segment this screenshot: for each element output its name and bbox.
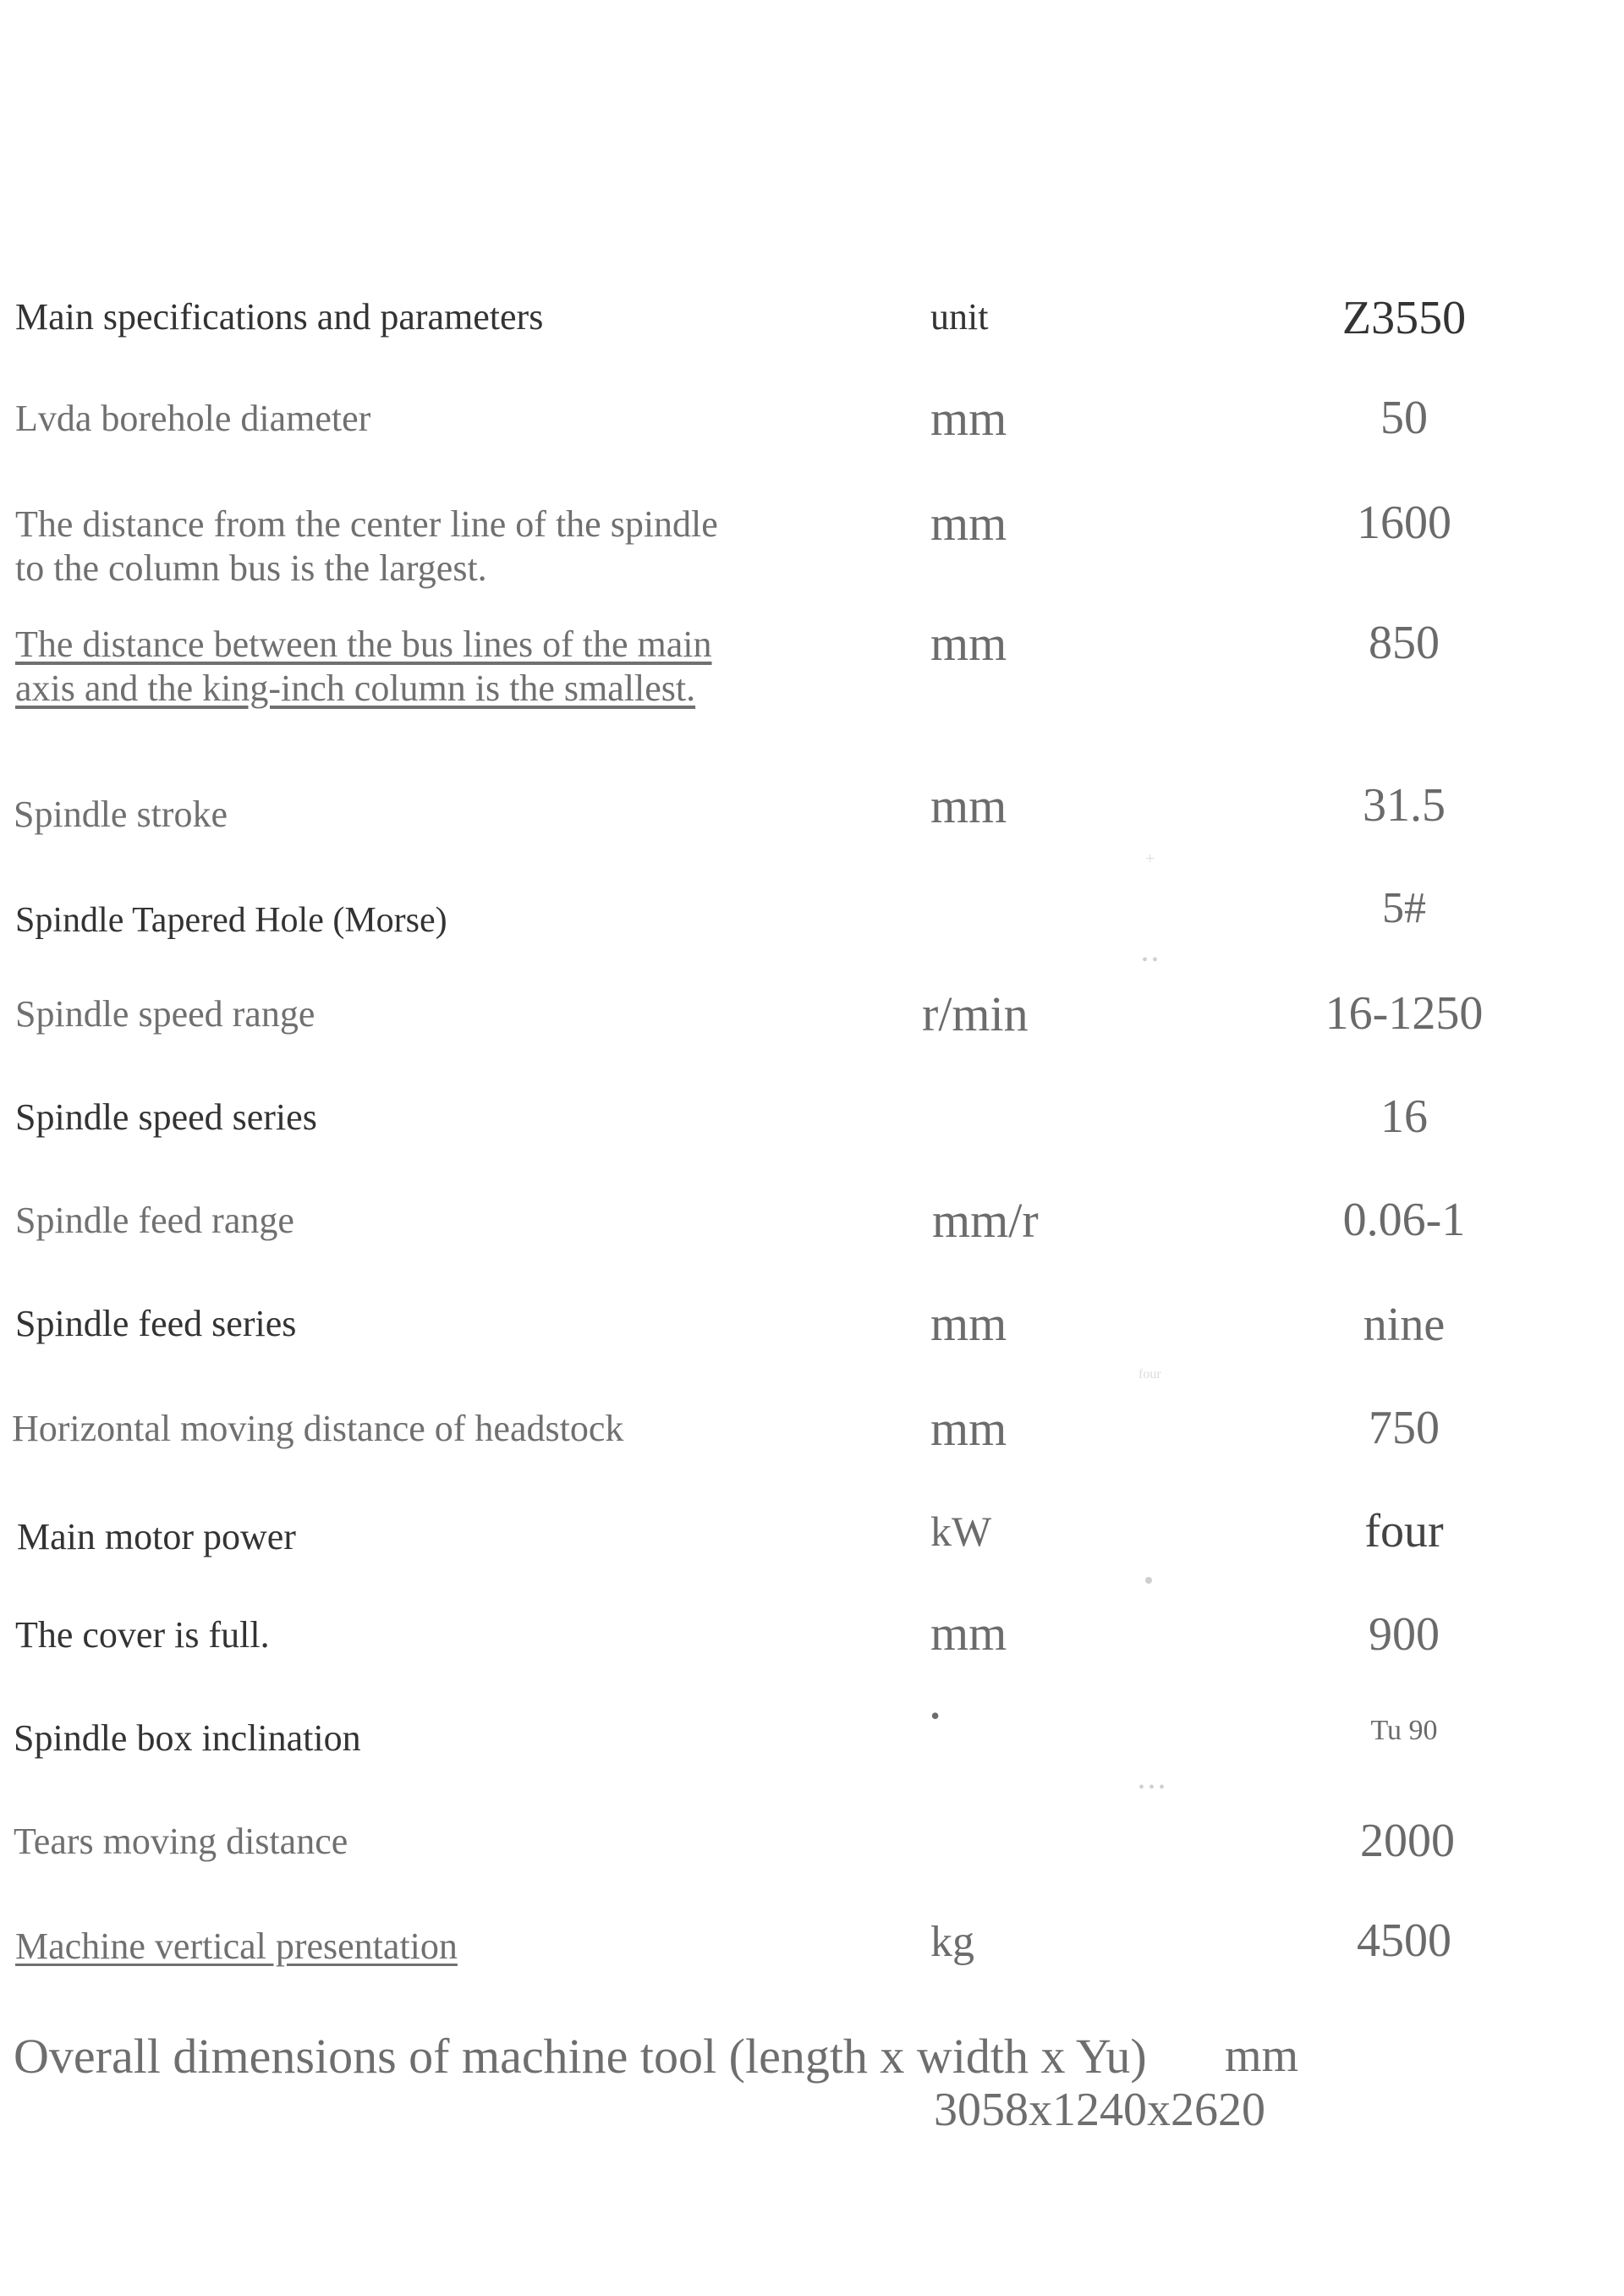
spec-unit: kg xyxy=(930,1918,974,1966)
spec-label: Spindle stroke xyxy=(14,794,228,835)
faint-mark: • • • xyxy=(1138,1778,1166,1797)
faint-mark: + xyxy=(1145,849,1155,868)
spec-label: The distance between the bus lines of the main axis and the king-inch column is the smallest. xyxy=(15,623,712,709)
spec-unit: mm/r xyxy=(932,1193,1039,1248)
spec-unit: mm xyxy=(930,391,1007,446)
spec-label: Main motor power xyxy=(17,1516,296,1557)
spec-label: The cover is full. xyxy=(15,1614,270,1656)
footer-label: Overall dimensions of machine tool (length x width x Yu) xyxy=(14,2029,1147,2084)
spec-label: Horizontal moving distance of headstock xyxy=(12,1408,624,1449)
spec-unit: mm xyxy=(930,496,1007,551)
spec-label: Spindle feed series xyxy=(15,1303,297,1344)
spec-label: Lvda borehole diameter xyxy=(15,398,371,439)
faint-mark: four xyxy=(1138,1367,1161,1381)
spec-label: The distance from the center line of the spindle to the column bus is the largest. xyxy=(15,503,718,589)
spec-label: Spindle Tapered Hole (Morse) xyxy=(15,901,447,940)
spec-label: Spindle box inclination xyxy=(14,1717,361,1759)
spec-unit: mm xyxy=(930,1606,1007,1661)
spec-label: Spindle feed range xyxy=(15,1200,294,1241)
spec-unit: r/min xyxy=(922,986,1029,1041)
header-label: Main specifications and parameters xyxy=(15,296,544,338)
spec-unit: • xyxy=(930,1700,941,1731)
spec-label: Tears moving distance xyxy=(14,1821,348,1862)
spec-unit: mm xyxy=(930,616,1007,671)
footer-unit: mm xyxy=(1225,2030,1299,2082)
spec-unit: mm xyxy=(930,1401,1007,1456)
header-unit: unit xyxy=(930,296,989,338)
faint-mark: • • xyxy=(1142,951,1159,969)
footer-value: 3058x1240x2620 xyxy=(934,2084,1265,2136)
spec-unit: mm xyxy=(930,1296,1007,1351)
spec-label: Machine vertical presentation xyxy=(15,1925,458,1967)
spec-label: Spindle speed series xyxy=(15,1096,317,1138)
spec-unit: mm xyxy=(930,778,1007,833)
faint-dot xyxy=(1145,1577,1152,1584)
spec-label: Spindle speed range xyxy=(15,993,315,1035)
spec-unit: kW xyxy=(930,1508,992,1555)
